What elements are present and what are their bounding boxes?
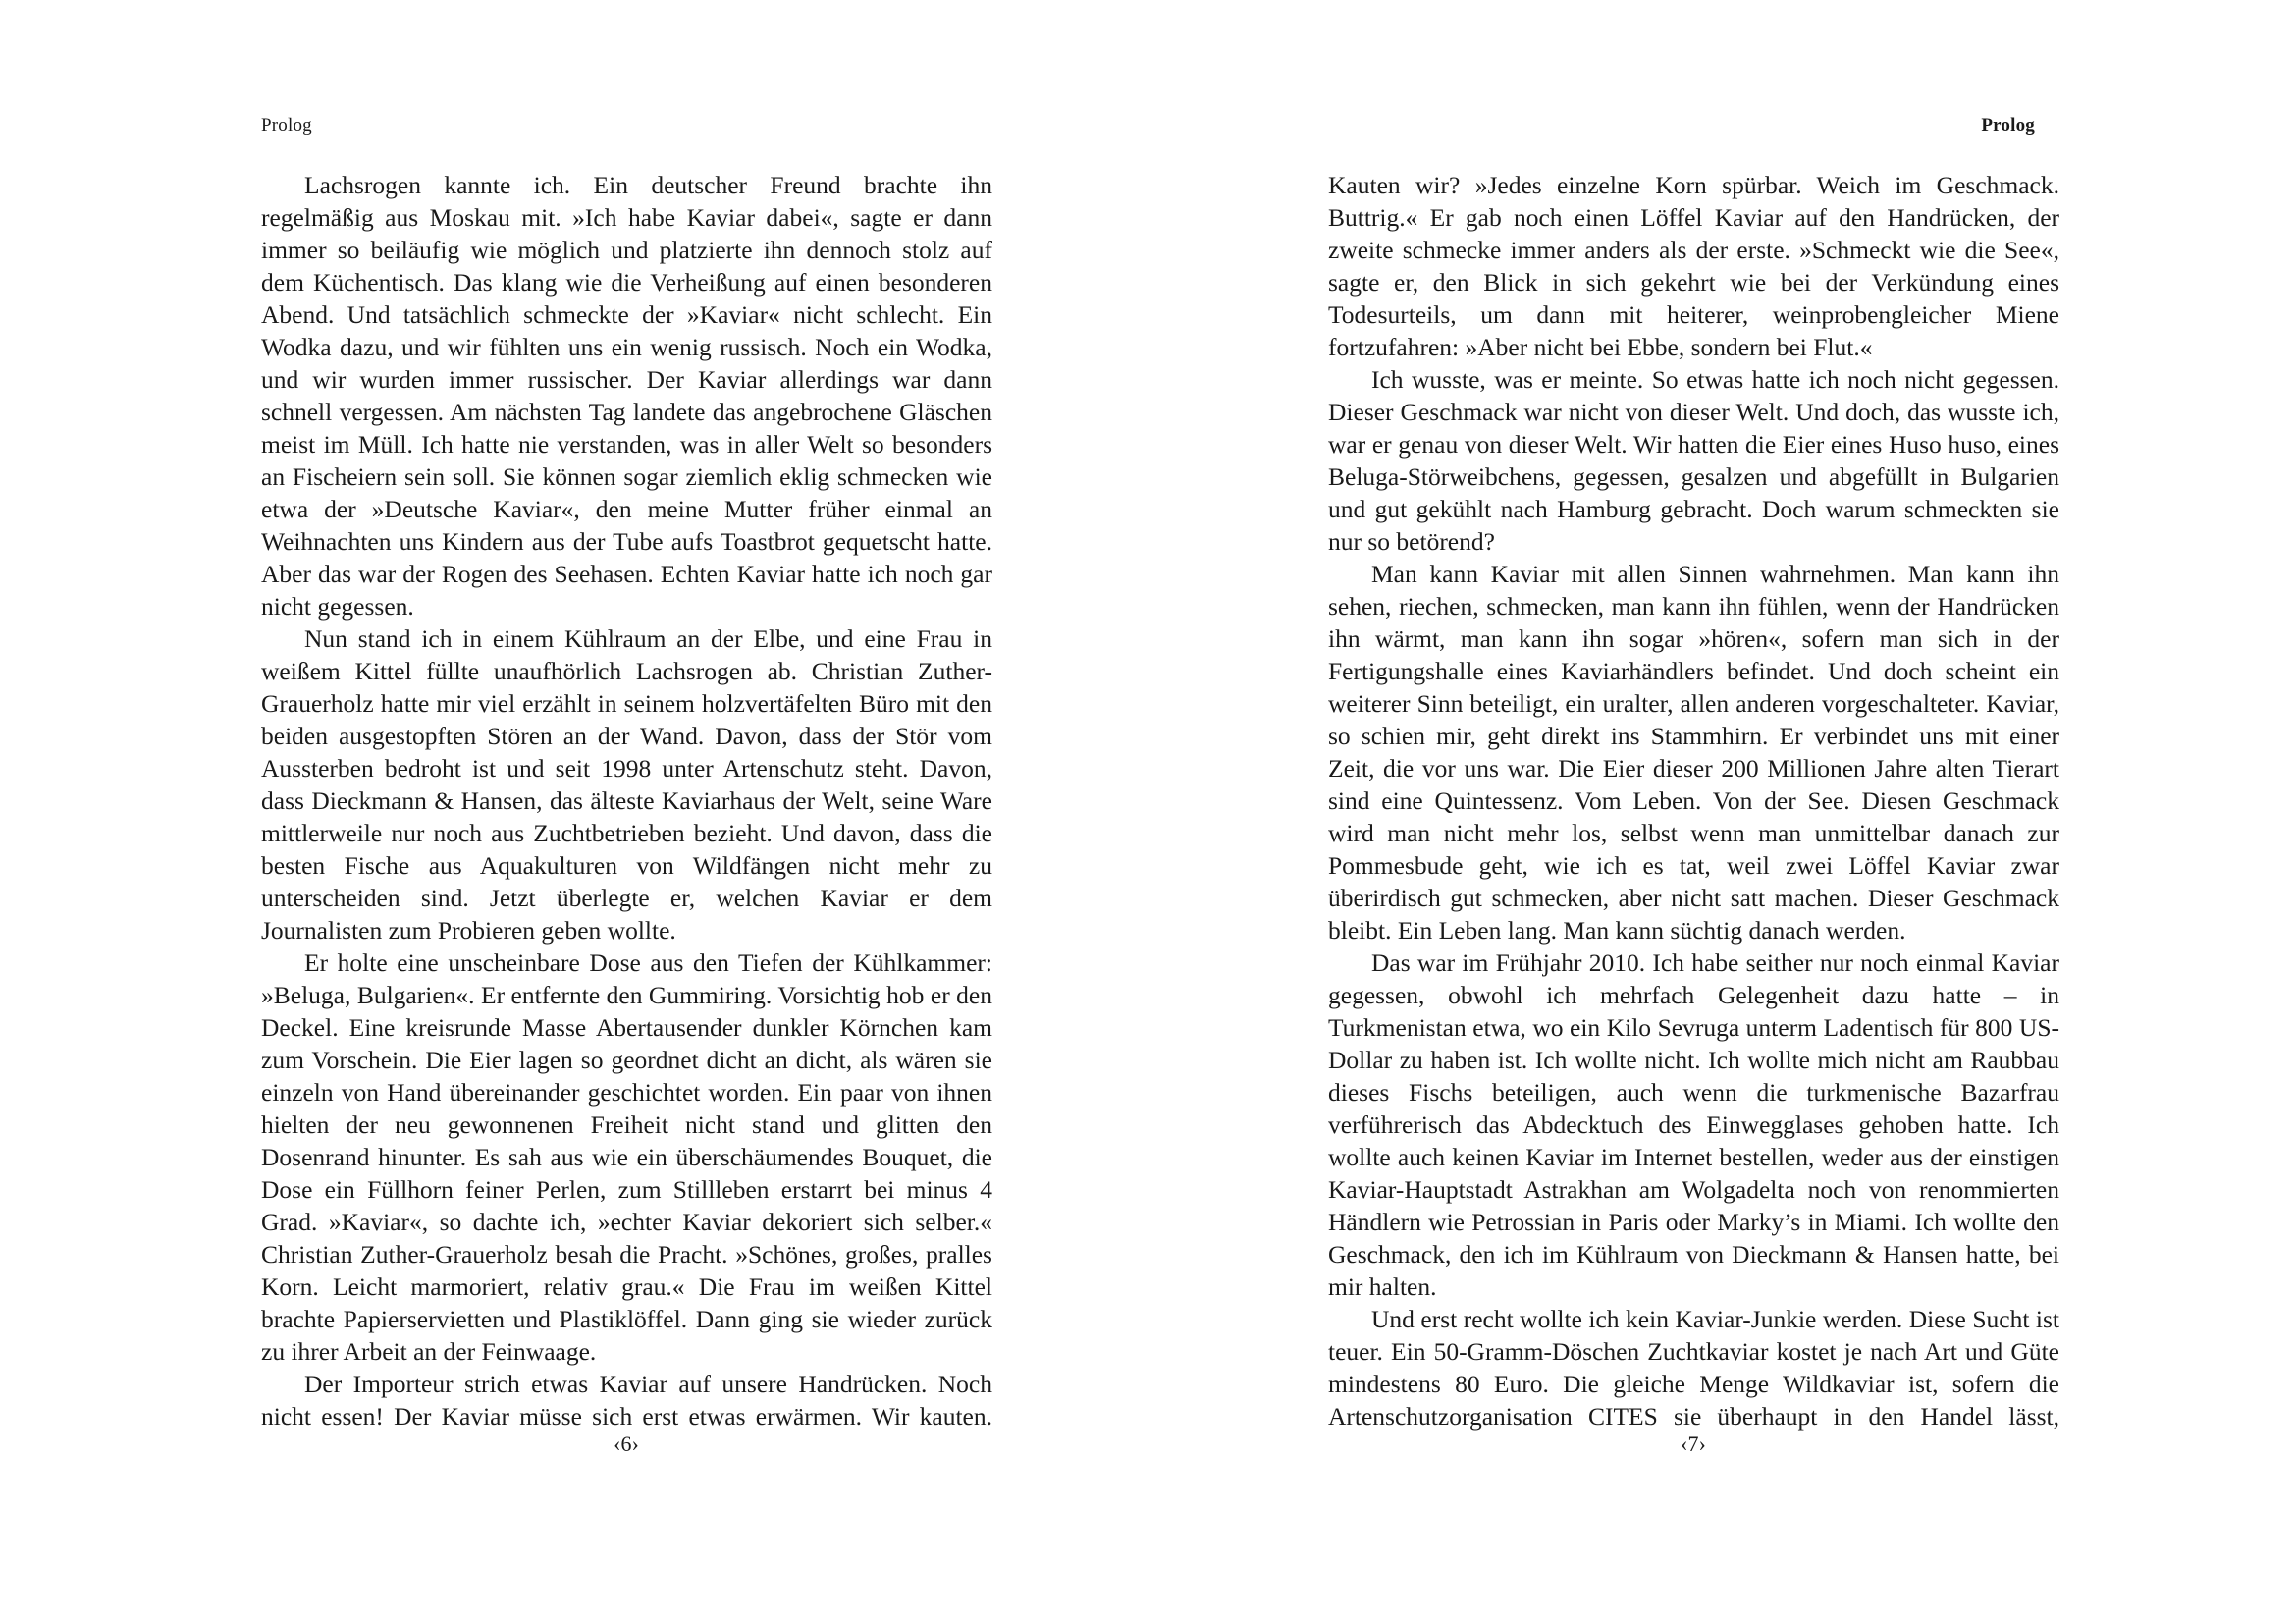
paragraph: Der Importeur strich etwas Kaviar auf unsere Handrücken. Noch nicht essen! Der Kaviar müsse sich erst etwas erwärmen. Wir kauten. [261,1370,992,1431]
paragraph: Lachsrogen kannte ich. Ein deutscher Freund brachte ihn regelmäßig aus Moskau mit. »Ich habe Kaviar dabei«, sagte er dann immer so beiläufig wie möglich und platzierte ihn dennoch stolz auf dem Küchentisch. Das klang wie die Verheißung auf einen besonderen Abend. Und tatsächlich schmeckte der »Kaviar« nicht schlecht. Ein Wodka dazu, und wir fühlten uns ein wenig russisch. Noch ein Wodka, und wir wurden immer russischer. Der Kaviar allerdings war dann schnell vergessen. Am nächsten Tag landete das angebrochene Gläschen meist im Müll. Ich hatte nie verstanden, was in aller Welt so besonders an Fischeiern sein soll. Sie können sogar ziemlich eklig schmecken wie etwa der »Deutsche Kaviar«, den meine Mutter früher einmal an Weihnachten uns Kindern aus der Tube aufs Toastbrot gequetscht hatte. Aber das war der Rogen des Seehasen. Echten Kaviar hatte ich noch gar nicht gegessen. [261,171,992,621]
right-page [1148,0,2296,1623]
page-number: ‹6› [614,1432,639,1456]
body-text [261,169,992,1433]
running-head: Prolog [261,115,312,135]
paragraph: Und erst recht wollte ich kein Kaviar-Junkie werden. Diese Sucht ist teuer. Ein 50-Gramm-Döschen Zuchtkaviar kostet je nach Art und Güte mindestens 80 Euro. Die gleiche Menge Wildkaviar ist, sofern die Artenschutzorganisation CITES sie überhaupt in den Handel lässt, [1328,1305,2059,1431]
paragraph: Er holte eine unscheinbare Dose aus den Tiefen der Kühlkammer: »Beluga, Bulgarien«. Er entfernte den Gummiring. Vorsichtig hob er den Deckel. Eine kreisrunde Masse Abertausender dunkler Körnchen kam zum Vorschein. Die Eier lagen so geordnet dicht an dicht, als wären sie einzeln von Hand übereinander geschichtet worden. Ein paar von ihnen hielten der neu gewonnenen Freiheit nicht stand und glitten den Dosenrand hinunter. Es sah aus wie ein überschäumendes Bouquet, die Dose ein Füllhorn feiner Perlen, zum Stillleben erstarrt bei minus 4 Grad. »Kaviar«, so dachte ich, »echter Kaviar dekoriert sich selber.« Christian Zuther-Grauerholz besah die Pracht. »Schönes, großes, pralles Korn. Leicht marmoriert, relativ grau.« Die Frau im weißen Kittel brachte Papierservietten und Plastiklöffel. Dann ging sie wieder zurück zu ihrer Arbeit an der Feinwaage. [261,948,992,1366]
paragraph: Ich wusste, was er meinte. So etwas hatte ich noch nicht gegessen. Dieser Geschmack war nicht von dieser Welt. Und doch, das wusste ich, war er genau von dieser Welt. Wir hatten die Eier eines Huso huso, eines Beluga-Störweibchens, gegessen, gesalzen und abgefüllt in Bulgarien und gut gekühlt nach Hamburg gebracht. Doch warum schmeckten sie nur so betörend? [1328,365,2059,556]
paragraph: Man kann Kaviar mit allen Sinnen wahrnehmen. Man kann ihn sehen, riechen, schmecken, man kann ihn fühlen, wenn der Handrücken ihn wärmt, man kann ihn sogar »hören«, sofern man sich in der Fertigungshalle eines Kaviarhändlers befindet. Und doch scheint ein weiterer Sinn beteiligt, ein uralter, allen anderen vorgeschalteter. Kaviar, so schien mir, geht direkt ins Stammhirn. Er verbindet uns mit einer Zeit, die vor uns war. Die Eier dieser 200 Millionen Jahre alten Tierart sind eine Quintessenz. Vom Leben. Von der See. Diesen Geschmack wird man nicht mehr los, selbst wenn man unmittelbar danach zur Pommesbude geht, wie ich es tat, weil zwei Löffel Kaviar zwar überirdisch gut schmecken, aber nicht satt machen. Dieser Geschmack bleibt. Ein Leben lang. Man kann süchtig danach werden. [1328,560,2059,945]
running-head: Prolog [1981,115,2035,135]
paragraph: Kauten wir? »Jedes einzelne Korn spürbar. Weich im Geschmack. Buttrig.« Er gab noch einen Löffel Kaviar auf den Handrücken, der zweite schmecke immer anders als der erste. »Schmeckt wie die See«, sagte er, den Blick in sich gekehrt wie bei der Verkündung eines Todesurteils, um dann mit heiterer, weinprobengleicher Miene fortzufahren: »Aber nicht bei Ebbe, sondern bei Flut.« [1328,171,2059,361]
page-number: ‹7› [1681,1432,1706,1456]
paragraph: Das war im Frühjahr 2010. Ich habe seither nur noch einmal Kaviar gegessen, obwohl ich mehrfach Gelegenheit dazu hatte – in Turkmenistan etwa, wo ein Kilo Sevruga unterm Ladentisch für 800 US-Dollar zu haben ist. Ich wollte nicht. Ich wollte mich nicht am Raubbau dieses Fischs beteiligen, auch wenn die turkmenische Bazarfrau verführerisch das Abdecktuch des Einwegglases gehoben hatte. Ich wollte auch keinen Kaviar im Internet bestellen, weder aus der einstigen Kaviar-Hauptstadt Astrakhan am Wolgadelta noch von renommierten Händlern wie Petrossian in Paris oder Marky’s in Miami. Ich wollte den Geschmack, den ich im Kühlraum von Dieckmann & Hansen hatte, bei mir halten. [1328,948,2059,1301]
paragraph: Nun stand ich in einem Kühlraum an der Elbe, und eine Frau in weißem Kittel füllte unaufhörlich Lachsrogen ab. Christian Zuther-Grauerholz hatte mir viel erzählt in seinem holzvertäfelten Büro mit den beiden ausgestopften Stören an der Wand. Davon, dass der Stör vom Aussterben bedroht ist und seit 1998 unter Artenschutz steht. Davon, dass Dieckmann & Hansen, das älteste Kaviarhaus der Welt, seine Ware mittlerweile nur noch aus Zuchtbetrieben bezieht. Und davon, dass die besten Fische aus Aquakulturen von Wildfängen nicht mehr zu unterscheiden sind. Jetzt überlegte er, welchen Kaviar er dem Journalisten zum Probieren geben wollte. [261,624,992,945]
body-text [1328,169,2059,1433]
